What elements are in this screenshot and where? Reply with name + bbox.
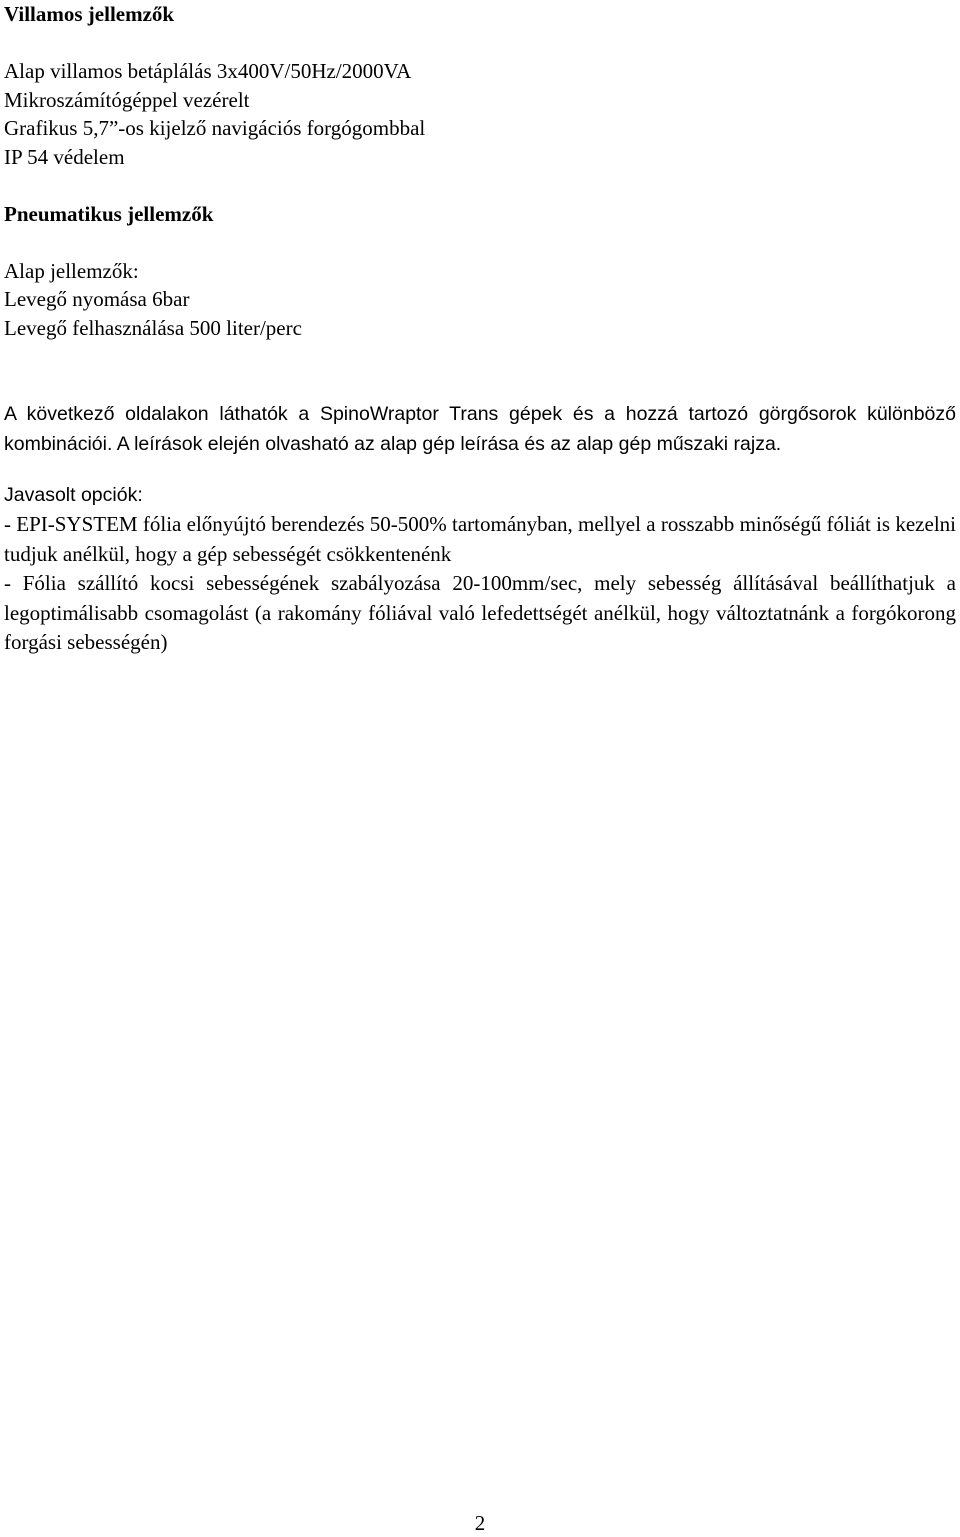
electrical-spec-line: IP 54 védelem [4, 144, 125, 169]
option-item: - EPI-SYSTEM fólia előnyújtó berendezés 50-500% tartományban, mellyel a rosszabb minőségű fóliát is kezelni tudjuk anélkül, hogy a gép sebességét csökkentenénk [4, 512, 956, 566]
pneumatic-heading: Pneumatikus jellemzők [4, 201, 214, 226]
electrical-spec-line: Mikroszámítógéppel vezérelt [4, 87, 250, 112]
pneumatic-specs [4, 257, 956, 343]
option-item: - Fólia szállító kocsi sebességének szabályozása 20-100mm/sec, mely sebesség állításával beállíthatjuk a legoptimálisabb csomagolást (a rakomány fóliával való lefedettségét anélkül, hogy változtatnánk a forgókorong forgási sebességén) [4, 571, 956, 654]
electrical-spec-line: Grafikus 5,7”-os kijelző navigációs forgógombbal [4, 116, 426, 140]
electrical-specs [4, 57, 956, 171]
pneumatic-spec-line: Levegő felhasználása 500 liter/perc [4, 315, 302, 340]
electrical-heading: Villamos jellemzők [4, 2, 175, 26]
options-heading: Javasolt opciók: [4, 484, 143, 506]
electrical-spec-line: Alap villamos betáplálás 3x400V/50Hz/2000VA [4, 59, 412, 83]
document-page [4, 0, 956, 658]
page-number: 2 [474, 1511, 486, 1535]
intro-paragraph: A következő oldalakon láthatók a SpinoWraptor Trans gépek és a hozzá tartozó görgősorok különböző kombinációi. A leírások elején olvasható az alap gép leírása és az alap gép műszaki rajza. [4, 403, 956, 455]
pneumatic-spec-line: Levegő nyomása 6bar [4, 287, 190, 311]
pneumatic-spec-line: Alap jellemzők: [4, 258, 139, 283]
